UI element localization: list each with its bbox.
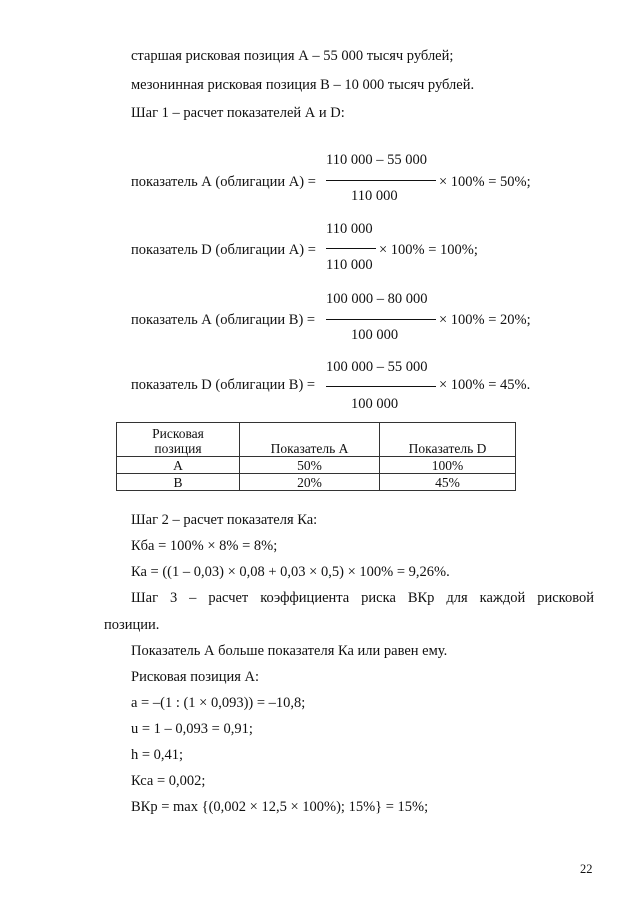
table-header-position: [117, 423, 240, 457]
table-row: [117, 457, 516, 474]
formula-3-fraction: [326, 291, 436, 347]
calc-line-a: a = –(1 : (1 × 0,093)) = –10,8;: [131, 695, 306, 711]
formula-3-numerator: 100 000 – 80 000: [326, 291, 428, 307]
formula-1-denominator: 110 000: [351, 188, 398, 204]
formula-4-bar: [326, 386, 436, 387]
kba-formula: Кба = 100% × 8% = 8%;: [131, 538, 278, 554]
formula-2-left: показатель D (облигации А) =: [131, 242, 316, 258]
formula-2-bar: [326, 248, 376, 249]
table-cell-position: В: [117, 474, 240, 491]
formula-3-left: показатель А (облигации В) =: [131, 312, 316, 328]
page-number: 22: [580, 862, 593, 876]
calc-line-vkr: ВКр = max {(0,002 × 12,5 × 100%); 15%} = 15%;: [131, 799, 429, 815]
step3-heading-line-2: позиции.: [104, 617, 160, 633]
intro-line-2: мезонинная рисковая позиция В – 10 000 тысяч рублей.: [131, 77, 475, 93]
intro-line-1: старшая рисковая позиция А – 55 000 тысяч рублей;: [131, 48, 454, 64]
step2-heading: Шаг 2 – расчет показателя Ка:: [131, 512, 318, 528]
formula-4-denominator: 100 000: [351, 396, 399, 412]
table-header-position-label: Рисковая позиция: [152, 426, 204, 456]
table-cell-d: 100%: [380, 457, 516, 474]
formula-1-bar: [326, 180, 436, 181]
formula-2-right: × 100% = 100%;: [379, 242, 478, 258]
formula-4-numerator: 100 000 – 55 000: [326, 359, 428, 375]
formula-1-right: × 100% = 50%;: [439, 174, 531, 190]
formula-3-bar: [326, 319, 436, 320]
formula-4-fraction: [326, 359, 436, 415]
ka-formula: Ка = ((1 – 0,03) × 0,08 + 0,03 × 0,5) × 100% = 9,26%.: [131, 564, 450, 580]
table-header-d-label: Показатель D: [408, 441, 487, 456]
step1-heading: Шаг 1 – расчет показателей А и D:: [131, 105, 345, 121]
formula-2-denominator: 110 000: [326, 257, 373, 273]
formula-3-right: × 100% = 20%;: [439, 312, 531, 328]
position-a-heading: Рисковая позиция А:: [131, 669, 260, 685]
formula-3-denominator: 100 000: [351, 327, 399, 343]
calc-line-kca: Кса = 0,002;: [131, 773, 206, 789]
table-cell-a: 50%: [240, 457, 380, 474]
calc-line-u: u = 1 – 0,093 = 0,91;: [131, 721, 253, 737]
calc-line-h: h = 0,41;: [131, 747, 184, 763]
table-row: [117, 474, 516, 491]
formula-1-left: показатель А (облигации А) =: [131, 174, 316, 190]
table-header-a-label: Показатель А: [270, 441, 349, 456]
formula-2-numerator: 110 000: [326, 221, 373, 237]
table-cell-d: 45%: [380, 474, 516, 491]
table-header-d: [380, 423, 516, 457]
table-cell-a: 20%: [240, 474, 380, 491]
formula-2-fraction: [326, 221, 376, 277]
compare-statement: Показатель А больше показателя Ка или равен ему.: [131, 643, 448, 659]
formula-4-left: показатель D (облигации В) =: [131, 377, 316, 393]
table-header-row: [117, 423, 516, 457]
table-cell-position: А: [117, 457, 240, 474]
formula-1-fraction: [326, 152, 436, 208]
risk-table: [116, 422, 516, 491]
formula-4-right: × 100% = 45%.: [439, 377, 531, 393]
formula-1-numerator: 110 000 – 55 000: [326, 152, 427, 168]
step3-heading-line-1: Шаг 3 – расчет коэффициента риска ВКр для каждой рисковой: [131, 590, 594, 606]
table-header-a: [240, 423, 380, 457]
